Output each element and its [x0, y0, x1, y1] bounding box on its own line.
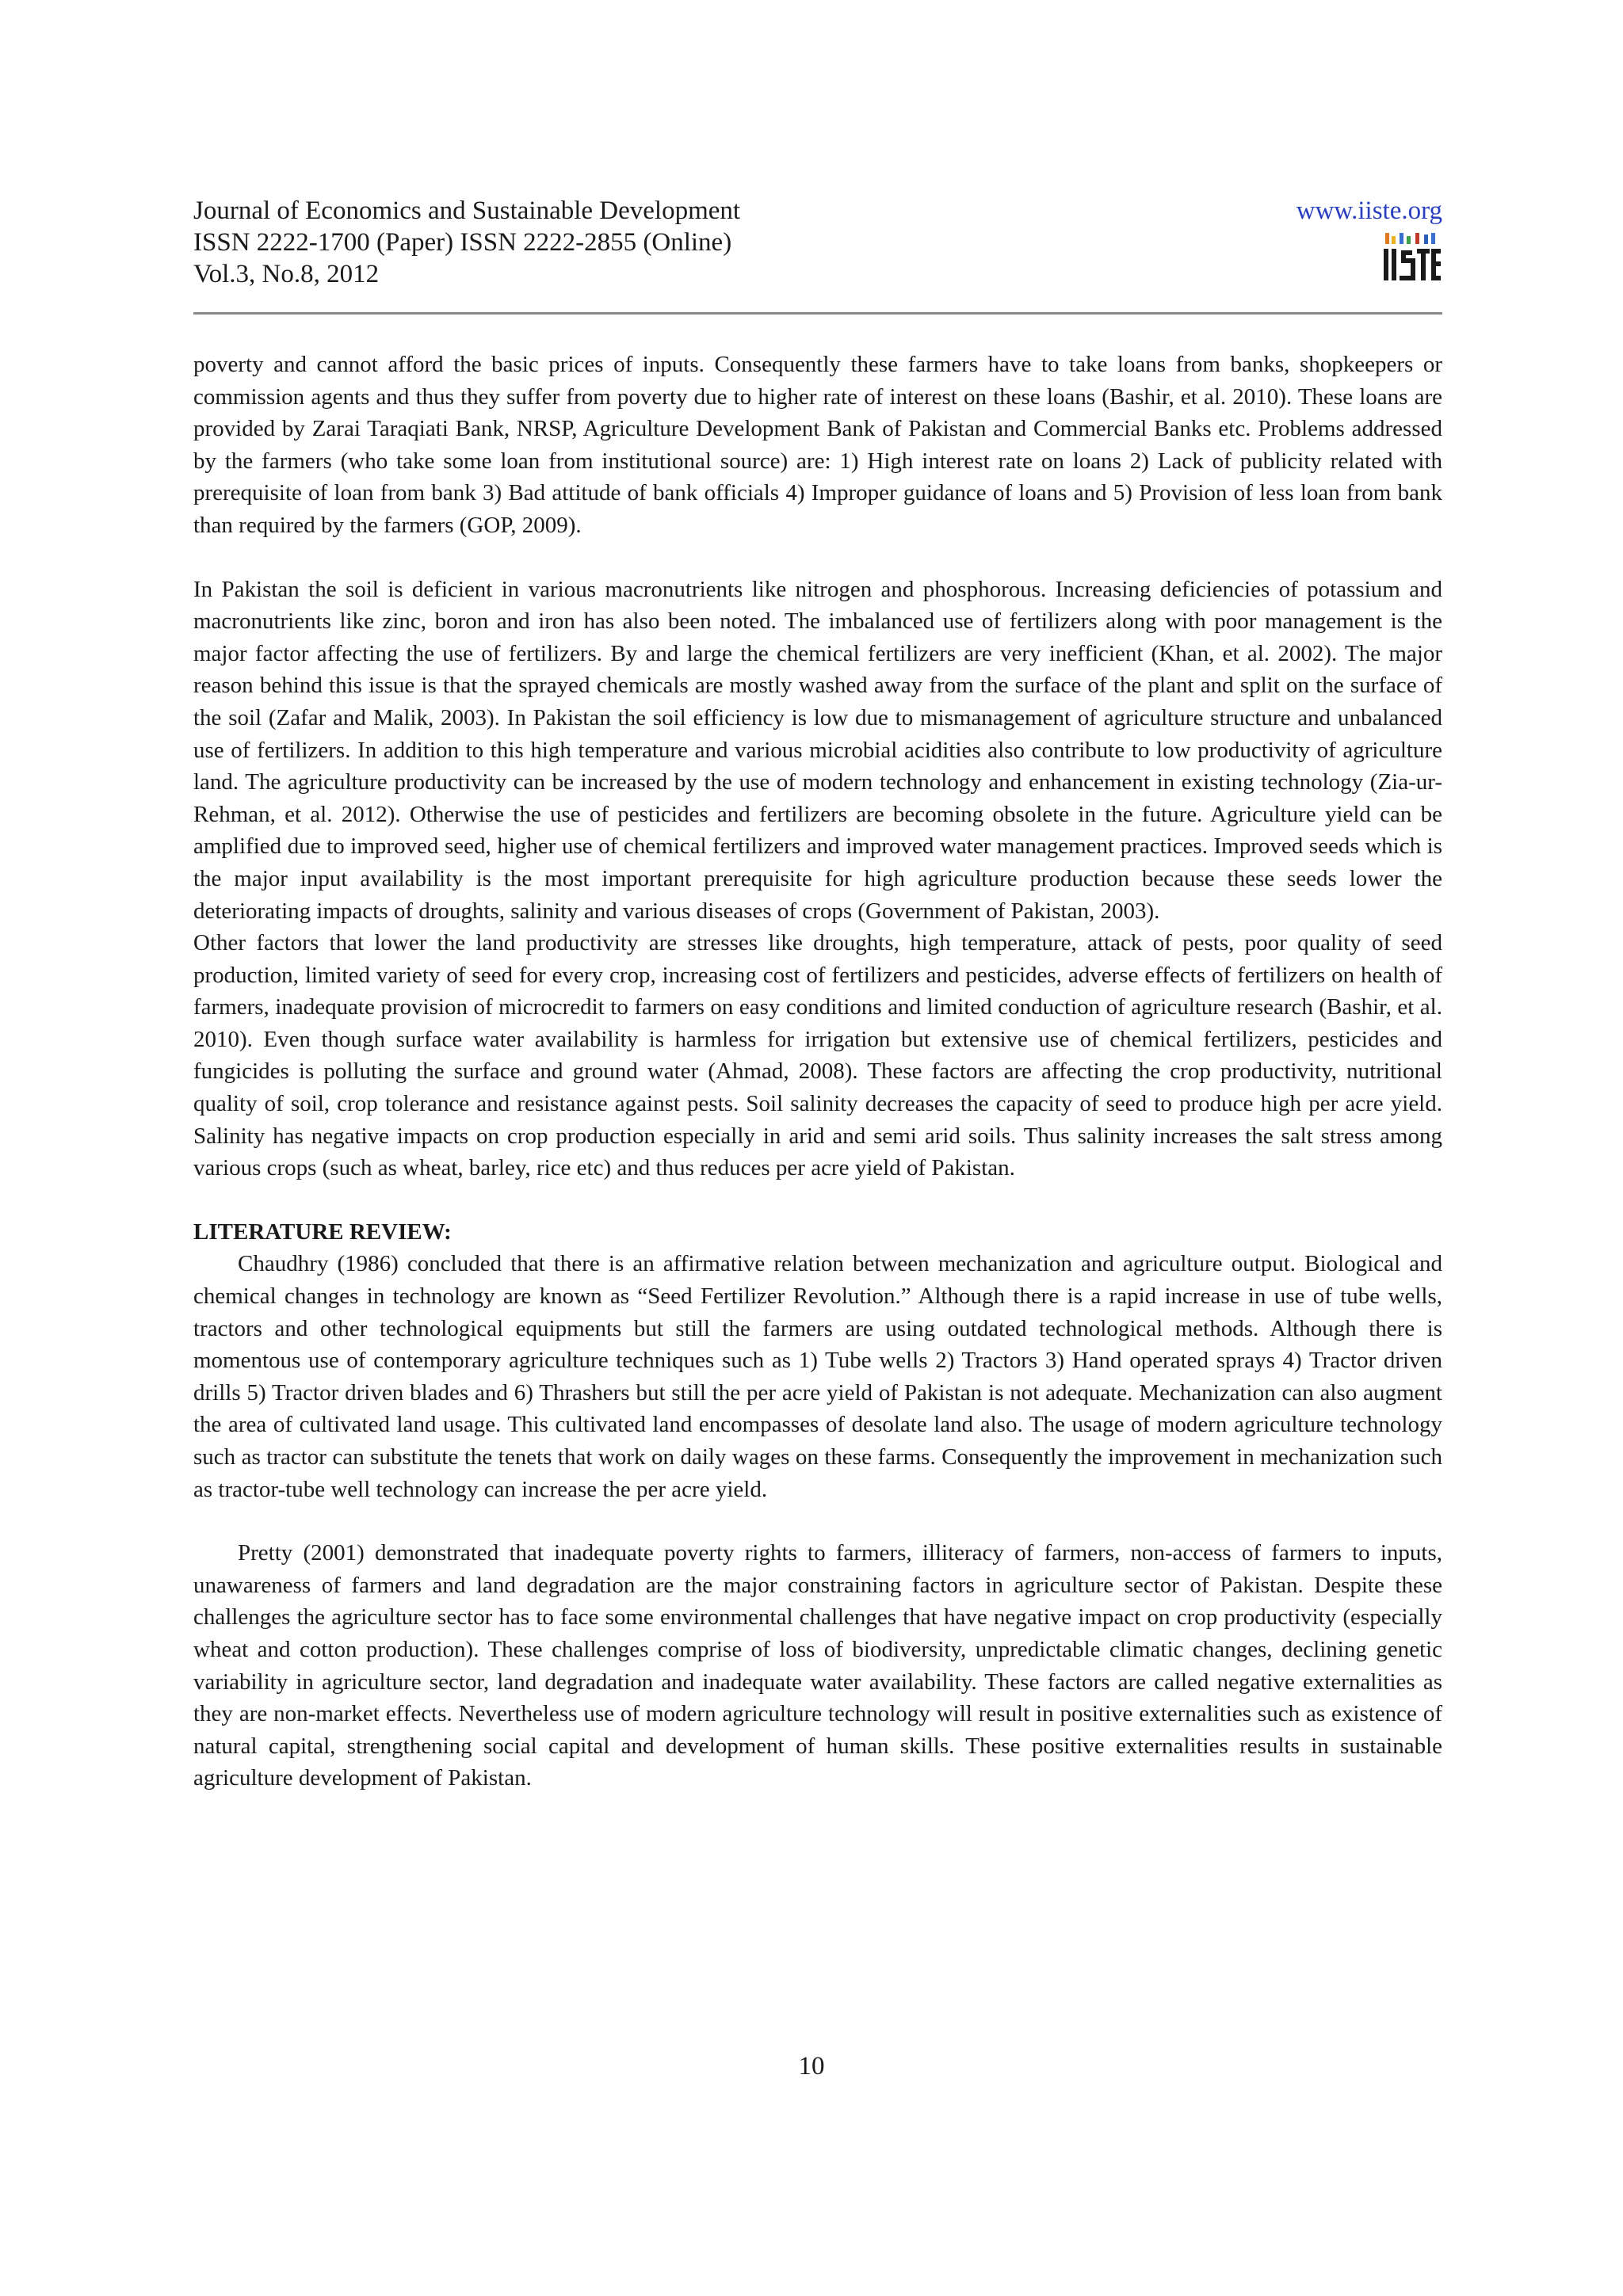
journal-info — [193, 195, 740, 290]
website-link[interactable]: www.iiste.org — [1296, 196, 1442, 225]
paragraph: Other factors that lower the land productivity are stresses like droughts, high temperature, attack of pests, poor quality of seed production, limited variety of seed for every crop, increasing cost of fertilizers and pesticides, adverse effects of fertilizers on health of farmers, inadequate provision of microcredit to farmers on easy conditions and limited conduction of agriculture research (Bashir, et al. 2010). Even though surface water availability is harmless for irrigation but extensive use of chemical fertilizers, pesticides and fungicides is polluting the surface and ground water (Ahmad, 2008). These factors are affecting the crop productivity, nutritional quality of soil, crop tolerance and resistance against pests. Soil salinity decreases the capacity of seed to produce high per acre yield. Salinity has negative impacts on crop production especially in arid and semi arid soils. Thus salinity increases the salt stress among various crops (such as wheat, barley, rice etc) and thus reduces per acre yield of Pakistan. — [193, 930, 1442, 1181]
iiste-logo-icon — [1381, 231, 1442, 284]
volume-line: Vol.3, No.8, 2012 — [193, 260, 380, 288]
article-body — [193, 349, 1442, 1794]
page-number: 10 — [798, 2052, 825, 2081]
header-divider — [193, 312, 1442, 315]
journal-title: Journal of Economics and Sustainable Development — [193, 196, 741, 225]
section-heading: LITERATURE REVIEW: — [193, 1219, 452, 1245]
paragraph: Pretty (2001) demonstrated that inadequate poverty rights to farmers, illiteracy of farmers, non-access of farmers to inputs, unawareness of farmers and land degradation are the major constraining factors in agriculture sector of Pakistan. Despite these challenges the agriculture sector has to face some environmental challenges that have negative impact on crop productivity (especially wheat and cotton production). These challenges comprise of loss of biodiversity, unpredictable climatic changes, declining genetic variability in agriculture sector, land degradation and inadequate water availability. These factors are called negative externalities as they are non-market effects. Nevertheless use of modern agriculture technology will result in positive externalities such as existence of natural capital, strengthening social capital and development of human skills. These positive externalities results in sustainable agriculture development of Pakistan. — [193, 1540, 1442, 1791]
paragraph: Chaudhry (1986) concluded that there is an affirmative relation between mechanization and agriculture output. Biological and chemical changes in technology are known as “Seed Fertilizer Revolution.” Although there is a rapid increase in use of tube wells, tractors and other technological equipments but still the farmers are using outdated technological methods. Although there is momentous use of contemporary agriculture techniques such as 1) Tube wells 2) Tractors 3) Hand operated sprays 4) Tractor driven drills 5) Tractor driven blades and 6) Thrashers but still the per acre yield of Pakistan is not adequate. Mechanization can also augment the area of cultivated land usage. This cultivated land encompasses of desolate land also. The usage of modern agriculture technology such as tractor can substitute the tenets that work on daily wages on these farms. Consequently the improvement in mechanization such as tractor-tube well technology can increase the per acre yield. — [193, 1251, 1442, 1502]
paragraph: poverty and cannot afford the basic prices of inputs. Consequently these farmers have to take loans from banks, shopkeepers or commission agents and thus they suffer from poverty due to higher rate of interest on these loans (Bashir, et al. 2010). These loans are provided by Zarai Taraqiati Bank, NRSP, Agriculture Development Bank of Pakistan and Commercial Banks etc. Problems addressed by the farmers (who take some loan from institutional source) are: 1) High interest rate on loans 2) Lack of publicity related with prerequisite of loan from bank 3) Bad attitude of bank officials 4) Improper guidance of loans and 5) Provision of less loan from bank than required by the farmers (GOP, 2009). — [193, 352, 1442, 538]
issn-line: ISSN 2222-1700 (Paper) ISSN 2222-2855 (Online) — [193, 228, 732, 257]
page-header — [193, 195, 1442, 314]
publisher-info — [1296, 195, 1442, 227]
paragraph: In Pakistan the soil is deficient in various macronutrients like nitrogen and phosphorous. Increasing deficiencies of potassium and macronutrients like zinc, boron and iron has also been noted. The imbalanced use of fertilizers along with poor management is the major factor affecting the use of fertilizers. By and large the chemical fertilizers are very inefficient (Khan, et al. 2002). The major reason behind this issue is that the sprayed chemicals are mostly washed away from the surface of the plant and split on the surface of the soil (Zafar and Malik, 2003). In Pakistan the soil efficiency is low due to mismanagement of agriculture structure and unbalanced use of fertilizers. In addition to this high temperature and various microbial acidities also contribute to low productivity of agriculture land. The agriculture productivity can be increased by the use of modern technology and enhancement in existing technology (Zia-ur- Rehman, et al. 2012). Otherwise the use of pesticides and fertilizers are becoming obsolete in the future. Agriculture yield can be amplified due to improved seed, higher use of chemical fertilizers and improved water management practices. Improved seeds which is the major input availability is the most important prerequisite for high agriculture production because these seeds lower the deteriorating impacts of droughts, salinity and various diseases of crops (Government of Pakistan, 2003). — [193, 576, 1442, 924]
